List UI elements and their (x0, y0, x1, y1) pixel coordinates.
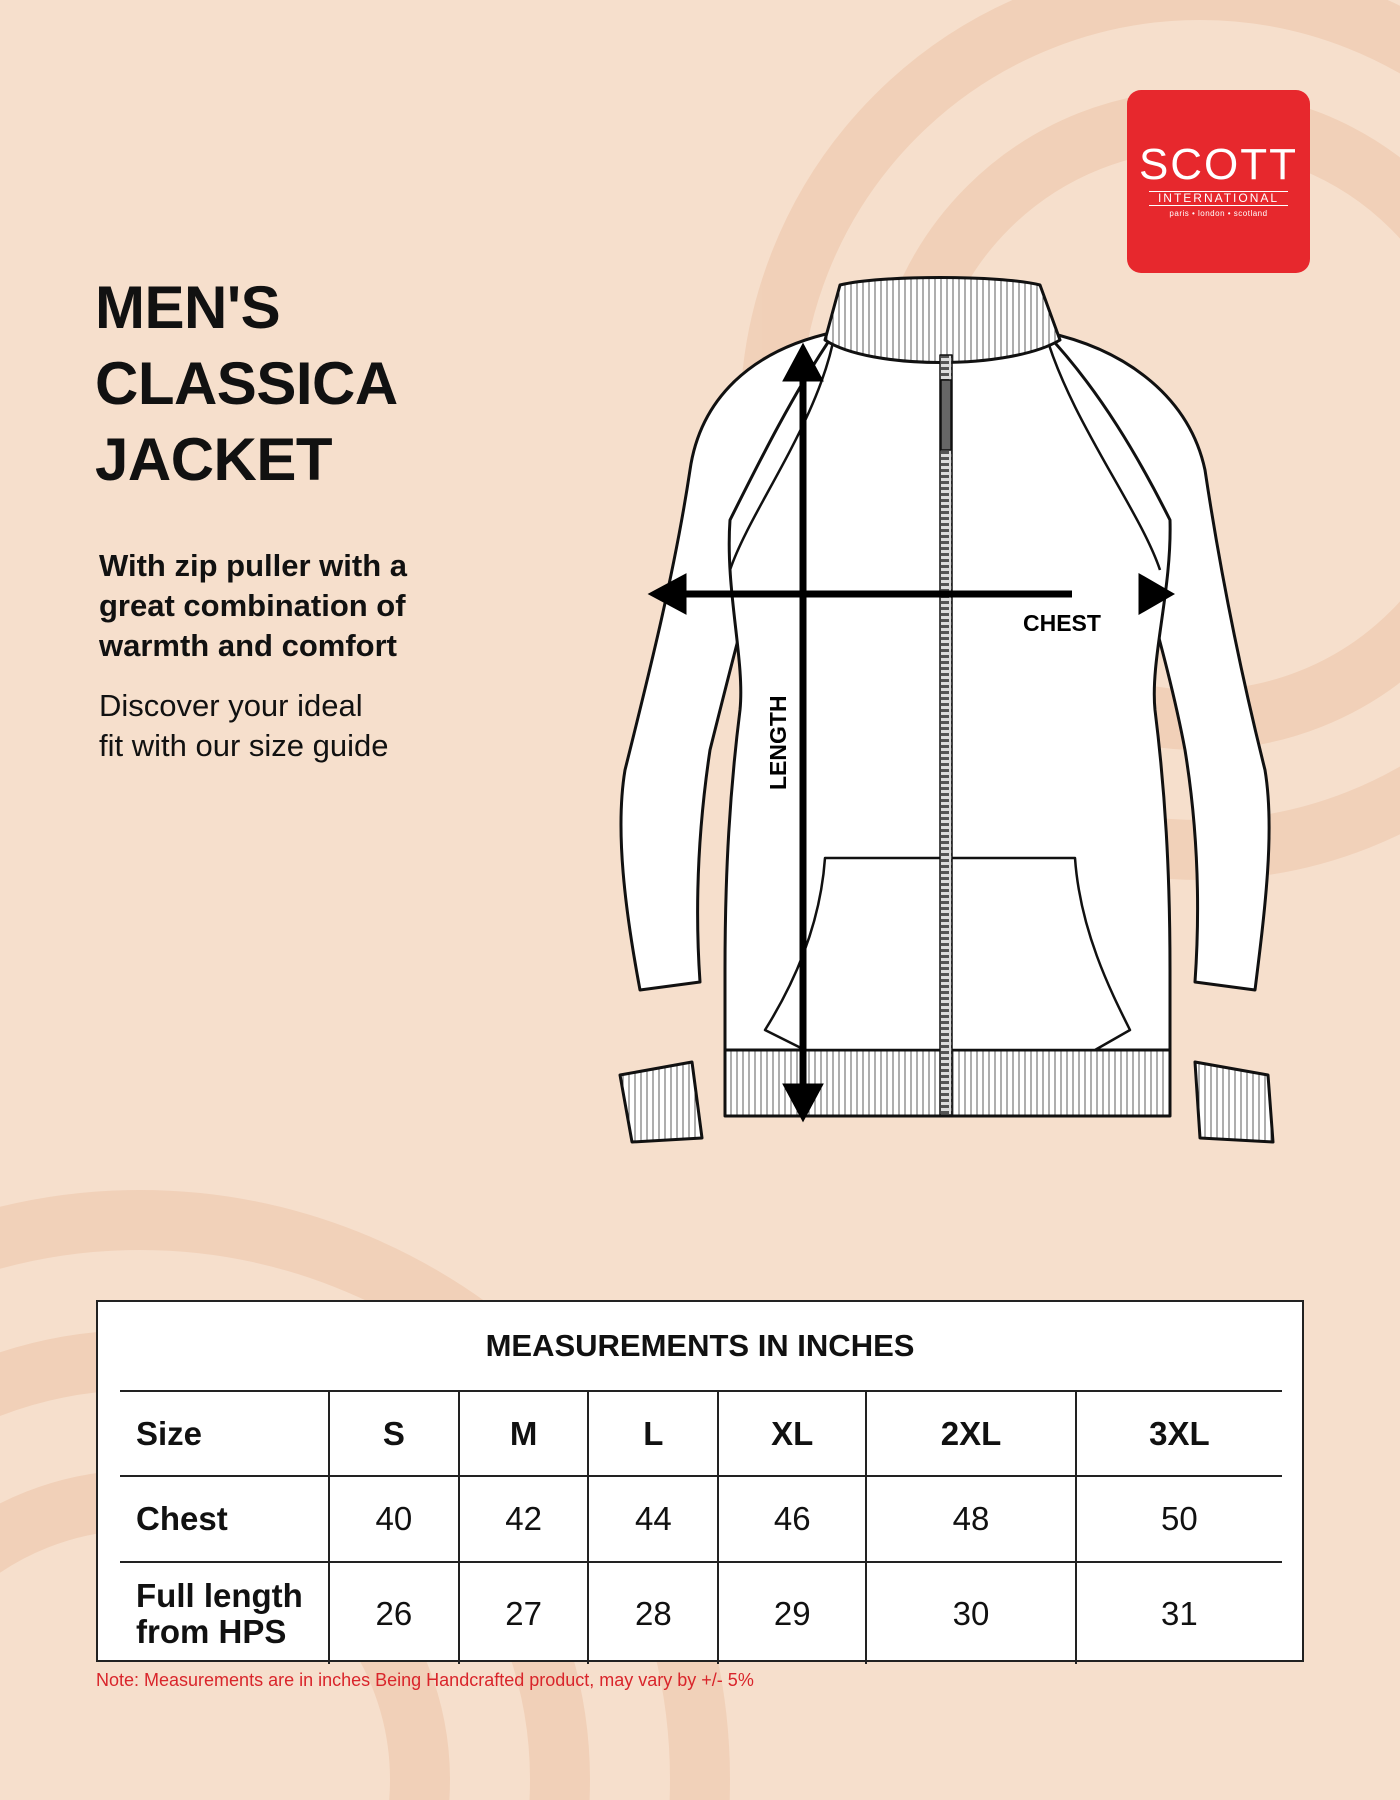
table-cell: 30 (866, 1562, 1076, 1664)
header-cell: XL (718, 1391, 866, 1476)
table-cell: 50 (1076, 1476, 1282, 1562)
table-cell: 27 (459, 1562, 589, 1664)
length-label: LENGTH (765, 695, 791, 790)
row-label-text: Full length from HPS (136, 1576, 303, 1650)
table-cell: 26 (329, 1562, 459, 1664)
brand-logo (1127, 90, 1310, 273)
size-table (120, 1390, 1282, 1664)
table-cell: 31 (1076, 1562, 1282, 1664)
table-row (120, 1476, 1282, 1562)
header-cell: 3XL (1076, 1391, 1282, 1476)
logo-subtitle: INTERNATIONAL (1149, 191, 1288, 206)
logo-tagline: paris • london • scotland (1169, 209, 1268, 218)
header-cell: L (588, 1391, 718, 1476)
table-header-row (120, 1391, 1282, 1476)
size-chart-title: MEASUREMENTS IN INCHES (485, 1328, 915, 1363)
table-row (120, 1562, 1282, 1664)
jacket-diagram (580, 270, 1320, 1150)
product-subheading: With zip puller with a great combination of warmth and comfort (99, 548, 407, 663)
row-label: Chest (120, 1476, 329, 1562)
header-cell: Size (120, 1391, 329, 1476)
measurement-note: Note: Measurements are in inches Being Handcrafted product, may vary by +/- 5% (96, 1670, 754, 1690)
header-cell: 2XL (866, 1391, 1076, 1476)
table-cell: 44 (588, 1476, 718, 1562)
logo-brand-text: SCOTT (1138, 140, 1299, 189)
table-cell: 40 (329, 1476, 459, 1562)
table-cell: 29 (718, 1562, 866, 1664)
table-cell: 46 (718, 1476, 866, 1562)
page-title: MEN'S CLASSICA JACKET (95, 274, 398, 493)
table-cell: 48 (866, 1476, 1076, 1562)
product-description: Discover your ideal fit with our size guide (99, 688, 389, 763)
size-chart (96, 1300, 1304, 1662)
table-cell: 28 (588, 1562, 718, 1664)
jacket-body (620, 278, 1273, 1143)
header-cell: S (329, 1391, 459, 1476)
header-cell: M (459, 1391, 589, 1476)
table-cell: 42 (459, 1476, 589, 1562)
chest-label: CHEST (1023, 610, 1101, 636)
row-label (120, 1562, 329, 1664)
